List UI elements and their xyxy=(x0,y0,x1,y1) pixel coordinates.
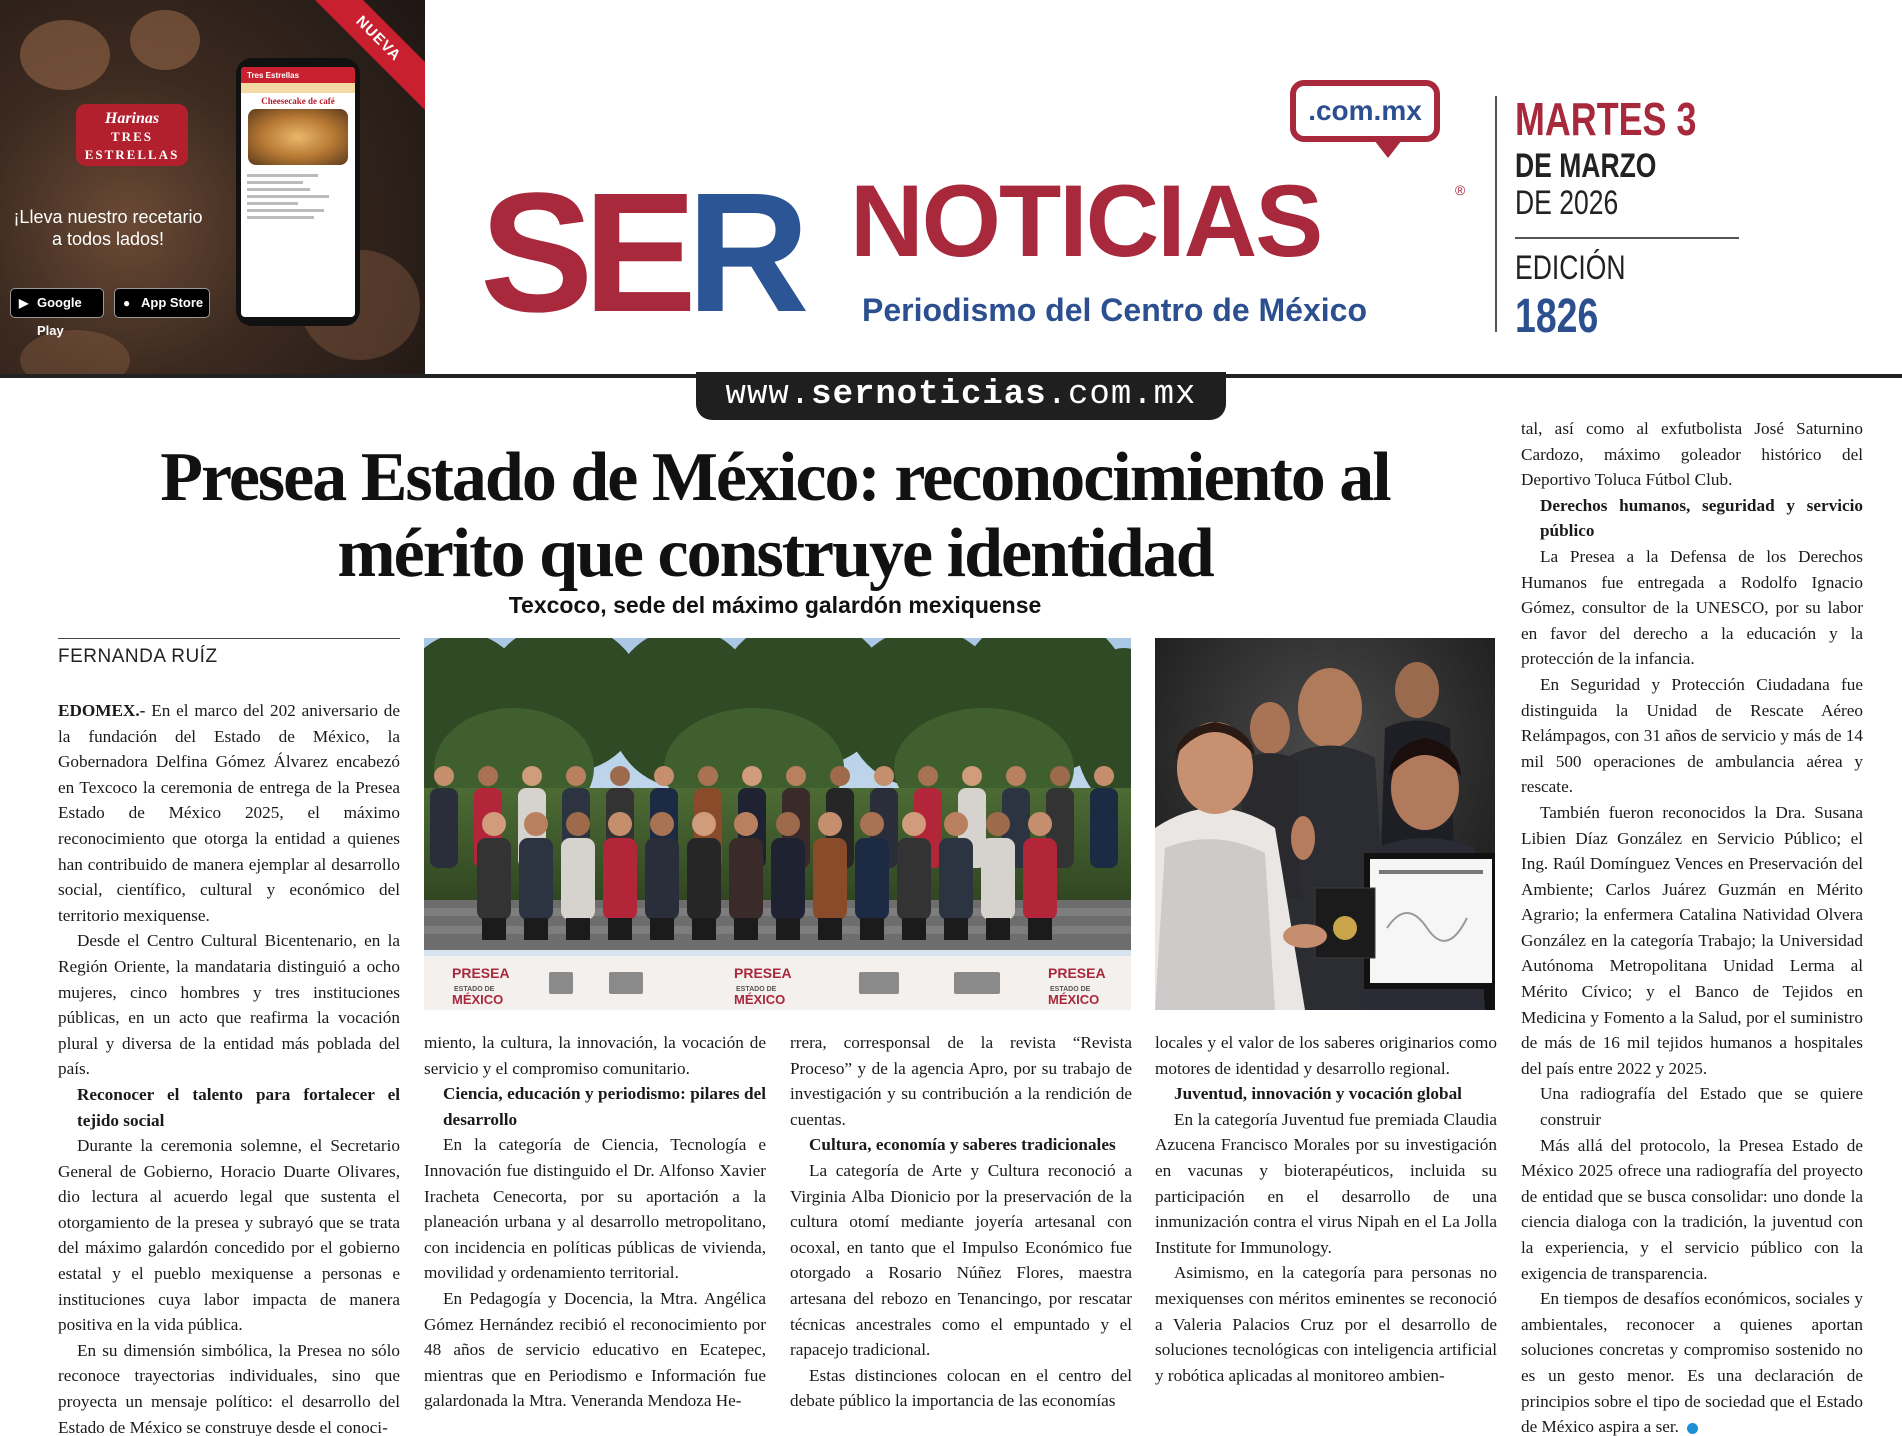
date-month: DE MARZO xyxy=(1515,147,1657,185)
article-column-3 xyxy=(790,1030,1132,1414)
paragraph: En Pedagogía y Docencia, la Mtra. Angélica Gómez Hernández recibió el reconocimiento por 48 años de servicio educativo en Ecatepec, mientras que en Periodismo e Información fue galardonada la Mtra. Veneranda Mendoza He- xyxy=(424,1288,766,1411)
advertisement-banner[interactable] xyxy=(0,0,425,374)
article-column-2 xyxy=(424,1030,766,1414)
site-logo[interactable] xyxy=(480,80,1490,348)
paragraph: Estas distinciones colocan en el centro del debate público la importancia de las economías xyxy=(790,1365,1132,1411)
paragraph: En la categoría Juventud fue premiada Claudia Azucena Francisco Morales por su investigación en vacunas y bioterapéuticos, incluida su participación en el desarrollo de una inmunización contra el virus Nipah en el La Jolla Institute for Immunology. xyxy=(1155,1109,1497,1257)
paragraph: También fueron reconocidos la Dra. Susana Libien Díaz González en Servicio Público; el Ing. Raúl Domínguez Vences en Preservación del Ambiente; Carlos Juárez Guzmán en Mérito Agrario; la enfermera Catalina Natividad Olvera González en la categoría Trabajo; la Universidad Autónoma Metropolitana Unidad Lerma al Mérito Cívico; y el Banco de Tejidos en Medicina y Fomento a la Salud, por el suministro de más de 16 mil tejidos humanos a hospitales del país entre 2022 y 2025. xyxy=(1521,802,1863,1078)
svg-text:PRESEA: PRESEA xyxy=(734,965,792,981)
domain-bubble: .com.mx xyxy=(1290,80,1440,142)
group-photo xyxy=(424,638,1131,1010)
section-heading: Derechos humanos, seguridad y servicio público xyxy=(1540,495,1863,541)
date-year: DE 2026 xyxy=(1515,184,1619,223)
byline: FERNANDA RUÍZ xyxy=(58,646,218,667)
paragraph: Asimismo, en la categoría para personas no mexiquenses con méritos eminentes se reconoció a Valeria Palacios Cruz por el desarrollo de soluciones tecnológicas con inteligencia artificial y robótica aplicadas al monitoreo ambien- xyxy=(1155,1263,1497,1385)
article-column-1 xyxy=(58,698,400,1436)
section-heading: Una radiografía del Estado que se quiere construir xyxy=(1540,1084,1863,1130)
paragraph: En su dimensión simbólica, la Presea no sólo reconoce trayectorias individuales, sino que proyecta un mensaje político: el desarrollo del Estado de México se construye desde el conoci- xyxy=(58,1340,400,1436)
paragraph: La Presea a la Defensa de los Derechos Humanos fue entregada a Rodolfo Ignacio Gómez, consultor de la UNESCO, por su labor en favor del derecho a la educación y la protección de la infancia. xyxy=(1521,546,1863,669)
logo-noticias: NOTICIAS xyxy=(850,164,1322,278)
svg-text:PRESEA: PRESEA xyxy=(1048,965,1106,981)
phone-app-bar: Tres Estrellas xyxy=(241,67,355,83)
paragraph: En la categoría de Ciencia, Tecnología e Innovación fue distinguido el Dr. Alfonso Xavier Iracheta Cenecorta, por su aportación a la planeación urbana y al desarrollo metropolitano, con incidencia en políticas públicas de vivienda, movilidad y ordenamiento territorial. xyxy=(424,1135,766,1283)
end-of-article-dot xyxy=(1687,1423,1698,1434)
section-heading: Cultura, economía y saberes tradicionales xyxy=(809,1135,1116,1155)
article-headline: Presea Estado de México: reconocimiento al mérito que construye identidad xyxy=(160,439,1390,592)
byline-rule xyxy=(58,638,400,639)
paragraph: Durante la ceremonia solemne, el Secretario General de Gobierno, Horacio Duarte Olivares, dio lectura al acuerdo legal que sustenta el otorgamiento de la presea y subrayó que se trata del máximo galardón concedido por el gobierno estatal y el pueblo mexiquense a personas e instituciones cuya labor impacta de manera positiva en la vida pública. xyxy=(58,1136,400,1335)
brand-logo: Harinas TRES ESTRELLAS xyxy=(76,104,188,166)
phone-recipe-title: Cheesecake de café xyxy=(261,96,335,106)
section-heading: Reconocer el talento para fortalecer el tejido social xyxy=(77,1084,400,1130)
google-play-button[interactable]: ▶ Google Play xyxy=(10,288,104,318)
app-store-button[interactable]: ● App Store xyxy=(114,288,210,318)
svg-text:ESTADO DE: ESTADO DE xyxy=(1050,986,1091,993)
svg-text:MÉXICO: MÉXICO xyxy=(452,992,504,1007)
edition-label: EDICIÓN xyxy=(1515,248,1626,287)
tagline: Periodismo del Centro de México xyxy=(862,292,1367,328)
edition-number: 1826 xyxy=(1515,289,1599,343)
date-day: MARTES 3 xyxy=(1515,93,1697,145)
svg-text:ESTADO DE: ESTADO DE xyxy=(454,986,495,993)
cheesecake-image xyxy=(248,109,348,165)
date-edition-box xyxy=(1495,93,1735,343)
section-heading: Juventud, innovación y vocación global xyxy=(1174,1084,1462,1104)
dateline: EDOMEX.- xyxy=(58,701,146,720)
article-column-4 xyxy=(1155,1030,1497,1388)
paragraph: locales y el valor de los saberes originarios como motores de identidad y desarrollo regional. xyxy=(1155,1033,1497,1078)
date-divider xyxy=(1515,237,1739,239)
paragraph: En tiempos de desafíos económicos, sociales y ambientales, reconocer a quienes aportan soluciones concretas y compromiso sostenido no es un gesto menor. Es una declaración de principios sobre el tipo de sociedad que el Estado de México aspira a ser. xyxy=(1521,1289,1863,1436)
paragraph: La categoría de Arte y Cultura reconoció a Virginia Alba Dionicio por la preservación de la cultura otomí mediante joyería artesanal con ocoxal, en tanto que el Impulso Económico fue otorgado a Rosario Núñez Flores, maestra artesana del rebozo en Tenancingo, por rescatar técnicas ancestrales como el empuntado y el rapacejo tradicional. xyxy=(790,1160,1132,1360)
logo-ser: SER xyxy=(480,158,800,348)
masthead xyxy=(0,0,1902,374)
article-subhead: Texcoco, sede del máximo galardón mexiquense xyxy=(508,592,1042,618)
paragraph: tal, así como al exfutbolista José Saturnino Cardozo, máximo goleador histórico del Deportivo Toluca Fútbol Club. xyxy=(1521,419,1863,490)
award-photo xyxy=(1155,638,1495,1010)
ad-slogan: ¡Lleva nuestro recetario a todos lados! xyxy=(13,207,203,249)
website-url[interactable]: www.sernoticias.com.mx xyxy=(696,372,1226,420)
paragraph: Más allá del protocolo, la Presea Estado de México 2025 ofrece una radiografía del proyecto de entidad que se busca consolidar: uno donde la ciencia dialoga con la tradición, la juventud con la experiencia, y el servicio público con la exigencia de transparencia. xyxy=(1521,1135,1863,1283)
svg-text:MÉXICO: MÉXICO xyxy=(1048,992,1100,1007)
article-column-5 xyxy=(1521,416,1863,1436)
section-heading: Ciencia, educación y periodismo: pilares del desarrollo xyxy=(443,1084,766,1129)
paragraph: EDOMEX.- En el marco del 202 aniversario de la fundación del Estado de México, la Gobernadora Delfina Gómez Álvarez encabezó en Texcoco la ceremonia de entrega de la Presea Estado de México 2025, el máximo reconocimiento que otorga la entidad a quienes han contribuido de manera ejemplar al desarrollo social, científico, cultural y económico del territorio mexiquense. xyxy=(58,701,400,925)
phone-mockup xyxy=(236,58,360,326)
paragraph: rrera, corresponsal de la revista “Revista Proceso” y de la agencia Apro, por su trabajo de investigación y su contribución a la rendición de cuentas. xyxy=(790,1033,1132,1129)
paragraph: miento, la cultura, la innovación, la vocación de servicio y el compromiso comunitario. xyxy=(424,1033,766,1078)
paragraph: En Seguridad y Protección Ciudadana fue distinguida la Unidad de Rescate Aéreo Relámpagos, con 31 años de servicio y más de 14 mil 500 operaciones de ambulancia aérea y rescate. xyxy=(1521,674,1863,797)
banner-presea-text: PRESEA xyxy=(452,965,510,981)
paragraph: Desde el Centro Cultural Bicentenario, en la Región Oriente, la mandataria distinguió a ocho mujeres, cinco hombres y tres instituciones públicas, en un acto que reafirma la vocación plural y diversa de la entidad más poblada del país. xyxy=(58,931,400,1079)
registered-mark: ® xyxy=(1455,182,1466,198)
new-ribbon: NUEVA xyxy=(306,0,425,111)
svg-text:MÉXICO: MÉXICO xyxy=(734,992,786,1007)
svg-text:ESTADO DE: ESTADO DE xyxy=(736,986,777,993)
